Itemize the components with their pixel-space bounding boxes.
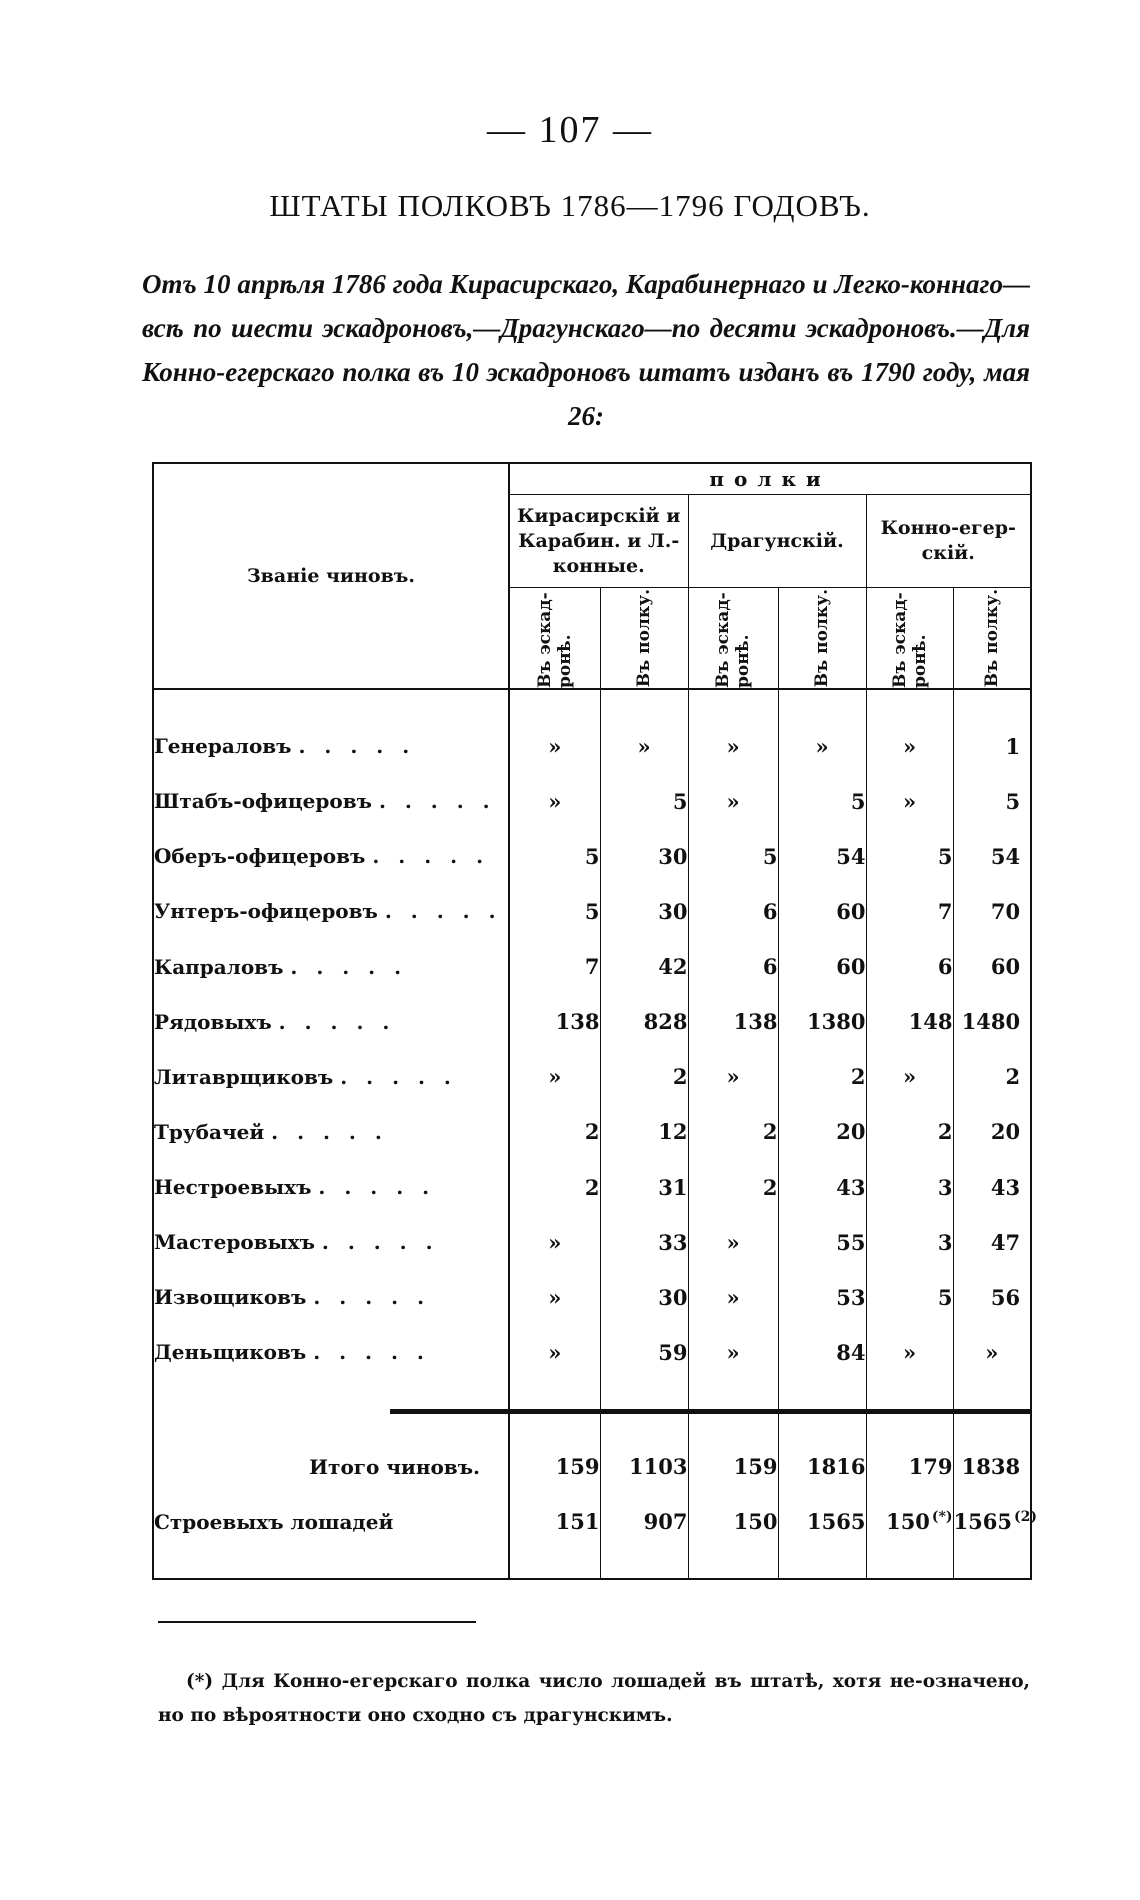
rank-cell xyxy=(153,1494,509,1549)
value-cell: 60 xyxy=(990,954,1021,980)
rank-label: Генераловъ xyxy=(154,734,292,759)
leader-dots: . . . . . xyxy=(378,789,496,814)
footnote-mark: (*) xyxy=(931,1509,953,1526)
value-cell: » xyxy=(866,774,953,829)
sub-header-regiment: Въ полку. xyxy=(600,588,688,690)
leader-dots: . . . . . xyxy=(384,899,502,924)
value-cell: » xyxy=(688,1270,778,1325)
sub-header-squadron: Въ эскад-ронѣ. xyxy=(509,588,600,690)
table-row xyxy=(153,1215,1031,1270)
value-cell: 2 xyxy=(866,1104,953,1159)
value-cell: 33 xyxy=(600,1215,688,1270)
value-cell: 148 xyxy=(866,994,953,1049)
value-cell: 1838 xyxy=(961,1454,1021,1480)
table-row xyxy=(153,774,1031,829)
value-cell: 47 xyxy=(990,1229,1021,1255)
value-cell: 1480 xyxy=(961,1009,1021,1035)
value-cell: 60 xyxy=(778,939,866,994)
value-cell: 2 xyxy=(600,1049,688,1104)
value-cell: 5 xyxy=(600,774,688,829)
value-cell: 138 xyxy=(688,994,778,1049)
value-cell: 30 xyxy=(600,1270,688,1325)
table-row xyxy=(153,939,1031,994)
rank-cell xyxy=(153,1325,509,1380)
leader-dots: . . . . . xyxy=(313,1285,431,1310)
value-cell: 179 xyxy=(866,1439,953,1494)
rank-label: Штабъ-офицеровъ xyxy=(154,789,372,814)
value-cell: 70 xyxy=(990,898,1021,924)
value-cell: » xyxy=(509,774,600,829)
value-cell: 55 xyxy=(778,1215,866,1270)
rank-label: Итого чиновъ. xyxy=(309,1454,480,1479)
value-cell: 151 xyxy=(509,1494,600,1549)
spacer-row xyxy=(153,689,1031,719)
leader-dots: . . . . . xyxy=(278,1009,396,1034)
value-cell: » xyxy=(509,1325,600,1380)
value-cell: 53 xyxy=(778,1270,866,1325)
value-cell: 5 xyxy=(509,884,600,939)
table-row xyxy=(153,1159,1031,1214)
leader-dots: . . . . . xyxy=(321,1230,439,1255)
value-cell: » xyxy=(688,774,778,829)
rank-cell xyxy=(153,1270,509,1325)
value-cell: » xyxy=(509,1215,600,1270)
group-header-dragoon: Драгунскій. xyxy=(688,495,866,588)
value-cell: 150 xyxy=(688,1494,778,1549)
rank-label: Капраловъ xyxy=(154,954,284,979)
rank-label: Деньщиковъ xyxy=(154,1340,307,1365)
value-cell: 1 xyxy=(1005,733,1021,759)
value-cell: 1103 xyxy=(600,1439,688,1494)
rank-cell xyxy=(153,719,509,774)
regiments-header: полки xyxy=(509,463,1031,495)
leader-dots: . . . . . xyxy=(298,734,416,759)
value-cell: 43 xyxy=(778,1159,866,1214)
value-cell: » xyxy=(778,719,866,774)
leader-dots: . . . . . xyxy=(318,1175,436,1200)
rank-cell xyxy=(153,1439,509,1494)
value-cell: 2 xyxy=(778,1049,866,1104)
spacer-row xyxy=(153,1549,1031,1579)
value-cell: 5 xyxy=(866,1270,953,1325)
value-cell: 60 xyxy=(778,884,866,939)
value-cell: 5 xyxy=(509,829,600,884)
rank-cell xyxy=(153,994,509,1049)
value-cell: 2 xyxy=(509,1104,600,1159)
value-cell: 20 xyxy=(990,1119,1021,1145)
rank-cell xyxy=(153,1049,509,1104)
horses-row xyxy=(153,1494,1031,1549)
value-cell: 1816 xyxy=(778,1439,866,1494)
rank-cell xyxy=(153,939,509,994)
value-cell: 31 xyxy=(600,1159,688,1214)
value-cell: 907 xyxy=(600,1494,688,1549)
value-cell: 828 xyxy=(600,994,688,1049)
value-cell: 2 xyxy=(688,1104,778,1159)
value-cell: 3 xyxy=(866,1215,953,1270)
value-cell: » xyxy=(866,1325,953,1380)
table-body xyxy=(153,689,1037,1579)
group-header-cuirassier: Кирасирскій и Карабин. и Л.-конные. xyxy=(509,495,688,588)
value-cell: » xyxy=(688,1215,778,1270)
value-cell: » xyxy=(688,719,778,774)
value-cell: 59 xyxy=(600,1325,688,1380)
footnote: (*) Для Конно-егерскаго полка число лошадей въ штатѣ, хотя не-означено, но по вѣроятности оно сходно съ драгунскимъ. xyxy=(158,1671,1030,1726)
rank-label: Строевыхъ лошадей xyxy=(154,1509,394,1534)
rank-label: Нестроевыхъ xyxy=(154,1175,312,1200)
sub-header-squadron: Въ эскад-ронѣ. xyxy=(866,588,953,690)
value-cell: 1565 $^{(2)}$ xyxy=(953,1509,1037,1535)
value-cell: 6 xyxy=(866,939,953,994)
totals-rule xyxy=(390,1409,1030,1414)
sub-header-regiment: Въ полку. xyxy=(778,588,866,690)
rank-label: Унтеръ-офицеровъ xyxy=(154,899,378,924)
value-cell: 54 xyxy=(990,843,1021,869)
sub-header-squadron: Въ эскад-ронѣ. xyxy=(688,588,778,690)
leader-dots: . . . . . xyxy=(313,1340,430,1365)
value-cell: 2 xyxy=(688,1159,778,1214)
value-cell: 6 xyxy=(688,884,778,939)
value-cell: 2 xyxy=(1005,1064,1021,1090)
value-cell: 150 (*) xyxy=(866,1494,953,1549)
footnote-rule xyxy=(158,1621,476,1623)
rank-cell xyxy=(153,1159,509,1214)
rank-label: Извощиковъ xyxy=(154,1285,307,1310)
value-cell: 43 xyxy=(990,1174,1021,1200)
table-row xyxy=(153,1049,1031,1104)
value-cell: 5 xyxy=(1005,788,1021,814)
footnote-mark: (2) xyxy=(1013,1509,1037,1526)
rank-label: Рядовыхъ xyxy=(154,1009,272,1034)
value-cell: » xyxy=(866,719,953,774)
value-cell: 3 xyxy=(866,1159,953,1214)
value-cell: 20 xyxy=(778,1104,866,1159)
rank-label: Оберъ-офицеровъ xyxy=(154,844,366,869)
value-cell: » xyxy=(866,1049,953,1104)
value-cell: 54 xyxy=(778,829,866,884)
value-cell: » xyxy=(509,1270,600,1325)
rank-cell xyxy=(153,884,509,939)
totals-row xyxy=(153,1439,1031,1494)
value-cell: 5 xyxy=(778,774,866,829)
rank-cell xyxy=(153,1215,509,1270)
value-cell: 56 xyxy=(990,1284,1021,1310)
table-row xyxy=(153,1270,1031,1325)
group-header-horse-jaeger: Конно-егер-скій. xyxy=(866,495,1031,588)
value-cell: 1380 xyxy=(778,994,866,1049)
value-cell: 1565 xyxy=(778,1494,866,1549)
value-cell: 7 xyxy=(866,884,953,939)
value-cell: 42 xyxy=(600,939,688,994)
table-row xyxy=(153,1325,1031,1380)
page-title: ШТАТЫ ПОЛКОВЪ 1786—1796 ГОДОВЪ. xyxy=(269,188,871,223)
leader-dots: . . . . . xyxy=(271,1119,388,1144)
rank-cell xyxy=(153,829,509,884)
intro-paragraph: Отъ 10 апрѣля 1786 года Кирасирскаго, Карабинернаго и Легко-коннаго—всѣ по шести эскадроновъ,—Драгунскаго—по десяти эскадроновъ.—Для Конно-егерскаго полка въ 10 эскадроновъ штатъ изданъ въ 1790 году, мая 26: xyxy=(142,269,1030,431)
rank-column-header: Званіе чиновъ. xyxy=(153,463,509,689)
value-cell: 84 xyxy=(778,1325,866,1380)
value-cell: » xyxy=(688,1325,778,1380)
value-cell: 6 xyxy=(688,939,778,994)
rank-cell xyxy=(153,774,509,829)
value-cell: 159 xyxy=(688,1439,778,1494)
value-cell: 7 xyxy=(509,939,600,994)
rank-cell xyxy=(153,1104,509,1159)
rank-label: Трубачей xyxy=(154,1119,265,1144)
table-row xyxy=(153,719,1031,774)
table-row xyxy=(153,994,1031,1049)
value-cell: » xyxy=(985,1339,999,1365)
rank-label: Мастеровыхъ xyxy=(154,1230,315,1255)
value-cell: » xyxy=(509,1049,600,1104)
value-cell: 2 xyxy=(509,1159,600,1214)
page-number: — 107 — xyxy=(487,109,653,151)
leader-dots: . . . . . xyxy=(290,954,408,979)
value-cell: » xyxy=(509,719,600,774)
table-row xyxy=(153,884,1031,939)
value-cell: 138 xyxy=(509,994,600,1049)
value-cell: 30 xyxy=(600,829,688,884)
leader-dots: . . . . . xyxy=(372,844,490,869)
value-cell: 12 xyxy=(600,1104,688,1159)
leader-dots: . . . . . xyxy=(340,1064,457,1089)
rank-label: Литаврщиковъ xyxy=(154,1064,334,1089)
value-cell: 159 xyxy=(509,1439,600,1494)
table-row xyxy=(153,829,1031,884)
value-cell: 30 xyxy=(600,884,688,939)
value-cell: 5 xyxy=(688,829,778,884)
sub-header-regiment: Въ полку. xyxy=(953,588,1031,690)
value-cell: » xyxy=(600,719,688,774)
value-cell: 5 xyxy=(866,829,953,884)
value-cell: » xyxy=(688,1049,778,1104)
table-row xyxy=(153,1104,1031,1159)
